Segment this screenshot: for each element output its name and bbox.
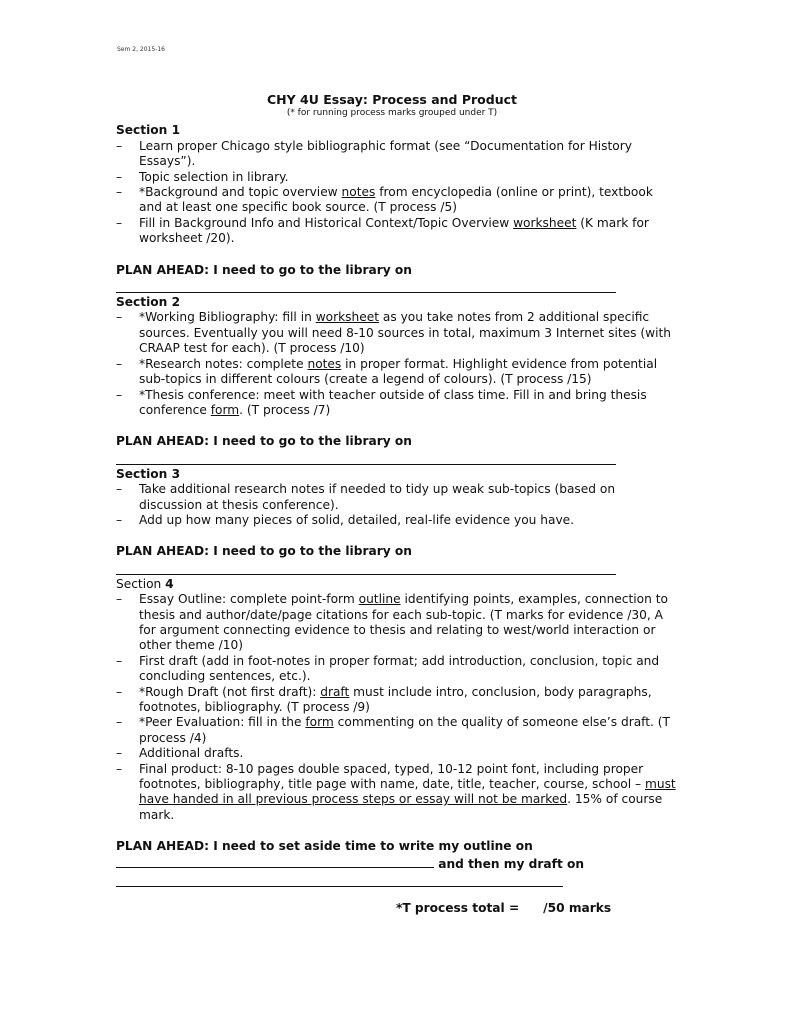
- document-body: [116, 92, 678, 916]
- plan-ahead-line-2: [116, 855, 678, 872]
- item-text: . (T process /7): [239, 402, 331, 417]
- underlined-term: form: [305, 715, 334, 730]
- process-total-value: /50 marks: [543, 901, 612, 916]
- item-text: *Rough Draft (not first draft):: [139, 684, 321, 699]
- list-item: [116, 685, 678, 716]
- section-3: [116, 467, 678, 575]
- section-4: [116, 577, 678, 887]
- list-item: [116, 170, 678, 185]
- list-item: [116, 388, 678, 419]
- section-1: [116, 123, 678, 293]
- section-items: [116, 310, 678, 418]
- process-total: [396, 901, 678, 916]
- document-title: CHY 4U Essay: Process and Product: [266, 92, 518, 107]
- underlined-term: outline: [358, 592, 401, 607]
- item-text: as you take notes from 2 additional specific sources. Eventually you will need 8-10 sources in total, maximum 3 Internet sites (with CRAAP test for each). (T process /10): [139, 310, 671, 356]
- underlined-term: must have handed in all previous process steps or essay will not be marked: [139, 777, 676, 807]
- item-text: (K mark for worksheet /20).: [139, 215, 649, 246]
- item-text: *Background and topic overview: [139, 185, 342, 200]
- plan-ahead-text: PLAN AHEAD: I need to set aside time to write my outline on: [116, 839, 533, 854]
- section-items: [116, 139, 678, 247]
- underlined-term: form: [210, 402, 240, 417]
- underlined-term: worksheet: [315, 310, 380, 325]
- underlined-term: worksheet: [513, 215, 577, 230]
- item-text: Final product: 8-10 pages double spaced, typed, 10-12 point font, including proper footnotes, bibliography, title page with name, date, title, teacher, course, school –: [139, 761, 645, 792]
- underlined-term: draft: [320, 684, 350, 699]
- item-text: Topic selection in library.: [139, 169, 289, 184]
- item-text: Additional drafts.: [139, 746, 244, 761]
- blank-line: [116, 450, 616, 465]
- plan-ahead-suffix: and then my draft on: [434, 856, 585, 871]
- item-text: Essay Outline: complete point-form: [139, 592, 359, 607]
- list-item: [116, 654, 678, 685]
- list-item: [116, 592, 678, 654]
- list-item: [116, 482, 678, 513]
- list-item: [116, 357, 678, 388]
- item-text: . 15% of course mark.: [139, 792, 663, 822]
- item-text: *Research notes: complete: [139, 356, 308, 371]
- item-text: Fill in Background Info and Historical Context/Topic Overview: [139, 215, 514, 230]
- item-text: Add up how many pieces of solid, detailed, real-life evidence you have.: [139, 512, 575, 527]
- item-text: commenting on the quality of someone else’s draft. (T process /4): [139, 715, 670, 745]
- section-items: [116, 482, 678, 528]
- section-heading: [116, 577, 678, 592]
- item-text: *Peer Evaluation: fill in the: [139, 715, 306, 730]
- process-total-label: *T process total =: [396, 901, 520, 916]
- section-heading: Section 3: [116, 466, 181, 481]
- list-item: [116, 746, 678, 761]
- section-heading: Section 2: [116, 295, 181, 310]
- plan-ahead-text: PLAN AHEAD: I need to go to the library on: [116, 434, 412, 449]
- section-items: [116, 592, 678, 823]
- plan-ahead-text: PLAN AHEAD: I need to go to the library on: [116, 262, 412, 277]
- item-text: Learn proper Chicago style bibliographic format (see “Documentation for History Essays”).: [139, 138, 632, 169]
- list-item: [116, 139, 678, 170]
- item-text: First draft (add in foot-notes in proper format; add introduction, conclusion, topic and concluding sentences, etc.).: [139, 653, 660, 684]
- semester-note: Sem 2, 2015-16: [117, 46, 165, 53]
- section-heading-number: 4: [165, 576, 174, 591]
- item-text: *Thesis conference: meet with teacher outside of class time. Fill in and bring thesis conference: [139, 387, 647, 417]
- item-text: identifying points, examples, connection to thesis and author/date/page citations for each sub-topic. (T marks for evidence /30, A for argument connecting evidence to thesis and relating to west/world interaction or other theme /10): [139, 592, 668, 653]
- plan-ahead-text: PLAN AHEAD: I need to go to the library on: [116, 544, 412, 559]
- list-item: [116, 216, 678, 247]
- item-text: from encyclopedia (online or print), textbook and at least one specific book source. (T process /5): [139, 185, 653, 215]
- list-item: [116, 310, 678, 356]
- list-item: [116, 762, 678, 824]
- list-item: [116, 185, 678, 216]
- document-subtitle: (* for running process marks grouped under T): [286, 108, 498, 119]
- blank-line: [116, 560, 616, 575]
- item-text: *Working Bibliography: fill in: [139, 310, 316, 325]
- list-item: [116, 715, 678, 746]
- section-heading: Section 1: [116, 123, 181, 138]
- underlined-term: notes: [341, 185, 376, 200]
- section-heading-word: Section: [116, 576, 166, 591]
- underlined-term: notes: [307, 356, 342, 371]
- item-text: in proper format. Highlight evidence from potential sub-topics in different colours (create a legend of colours). (T process /15): [139, 356, 658, 387]
- blank-line: [116, 278, 616, 293]
- section-2: [116, 295, 678, 465]
- blank-line: [116, 855, 434, 868]
- item-text: must include intro, conclusion, body paragraphs, footnotes, bibliography. (T process /9): [139, 684, 652, 714]
- list-item: [116, 513, 678, 528]
- item-text: Take additional research notes if needed to tidy up weak sub-topics (based on discussion at thesis conference).: [139, 482, 616, 512]
- blank-line: [116, 872, 563, 887]
